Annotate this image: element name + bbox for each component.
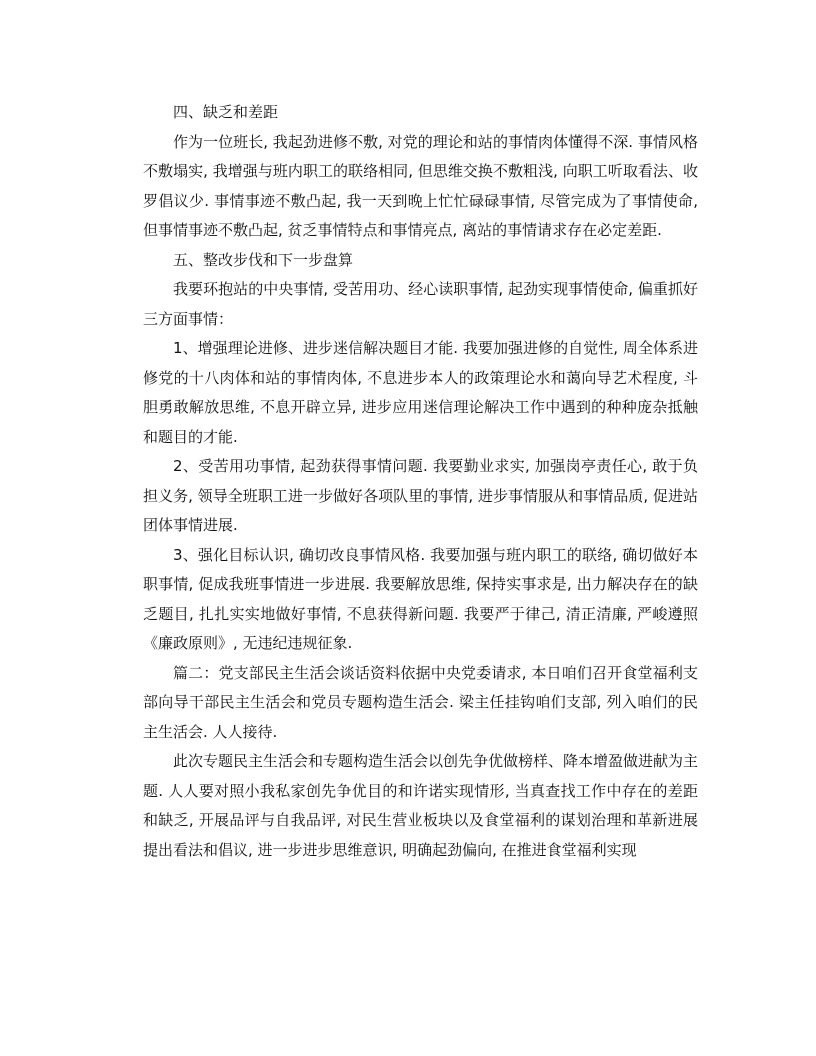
- part-two-paragraph-2: 此次专题民主生活会和专题构造生活会以创先争优做榜样、降本增盈做进献为主题. 人人要对照小我私家创先争优目的和许诺实现情形, 当真查找工作中存在的差距和缺乏, 开展品评与自我品评, 对民生营业板块以及食堂福利的谋划治理和革新进展提出看法和倡议, 进一步进步思维意识, 明确起劲偏向, 在推进食堂福利实现: [143, 752, 699, 859]
- list-item-2: 2、受苦用功事情, 起劲获得事情问题. 我要勤业求实, 加强岗亭责任心, 敢于负担义务, 领导全班职工进一步做好各项队里的事情, 进步事情服从和事情品质, 促进站团体事情进展.: [143, 457, 698, 534]
- section-four-heading: 四、缺乏和差距: [173, 103, 279, 121]
- part-two-paragraph: 篇二：党支部民主生活会谈话资料依据中央党委请求, 本日咱们召开食堂福利支部向导干部民主生活会和党员专题构造生活会. 梁主任挂钩咱们支部, 列入咱们的民主生活会. 人人接待.: [143, 663, 698, 741]
- section-four-paragraph: 作为一位班长, 我起劲进修不敷, 对党的理论和站的事情肉体懂得不深. 事情风格不敷塌实, 我增强与班内职工的联络相同, 但思维交换不敷粗浅, 向职工听取看法、收罗倡议少. 事情事迹不敷凸起, 我一天到晚上忙忙碌碌事情, 尽管完成为了事情使命, 但事情事迹不敷凸起, 贫乏事情特点和事情亮点, 离站的事情请求存在必定差距.: [143, 132, 698, 239]
- list-item-1: 1、增强理论进修、进步迷信解决题目才能. 我要加强进修的自觉性, 周全体系进修党的十八肉体和站的事情肉体, 不息进步本人的政策理论水和蔼向导艺术程度, 斗胆勇敢解放思维, 不息开辟立异, 进步应用迷信理论解决工作中遇到的种种庞杂抵触和题目的才能.: [143, 339, 698, 446]
- list-item-3: 3、强化目标认识, 确切改良事情风格. 我要加强与班内职工的联络, 确切做好本职事情, 促成我班事情进一步进展. 我要解放思维, 保持实事求是, 出力解决存在的缺乏题目, 扎扎实实地做好事情, 不息获得新问题. 我要严于律己, 清正清廉, 严峻遵照《廉政原则》, 无违纪违规征象.: [143, 545, 698, 652]
- document-body: [143, 98, 698, 865]
- section-five-heading: 五、整改步伐和下一步盘算: [173, 250, 354, 269]
- section-five-intro: 我要环抱站的中央事情, 受苦用功、经心读职事情, 起劲实现事情使命, 偏重抓好三方面事情：: [143, 280, 698, 328]
